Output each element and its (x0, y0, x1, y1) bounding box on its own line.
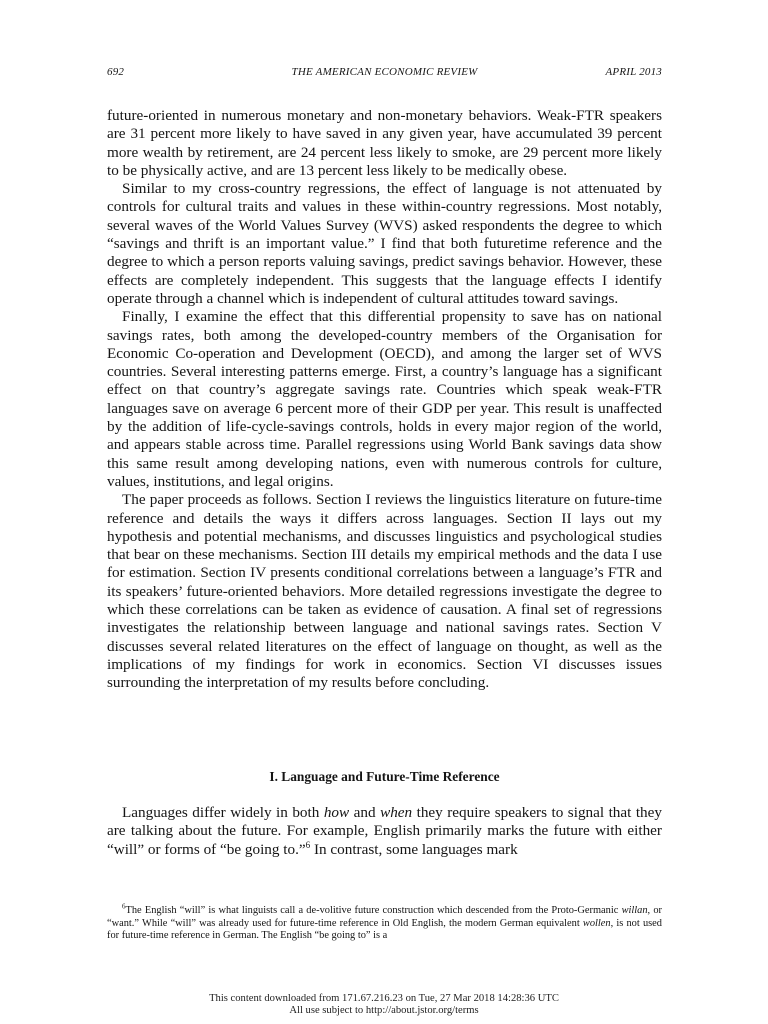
footnote-number: 6 (122, 902, 126, 911)
section-text-span: they require speakers to signal that they are talking about the future. For example, English primarily marks the future with either “will” or forms of “be going to.” (107, 804, 662, 858)
issue-date: APRIL 2013 (605, 66, 662, 78)
running-header (107, 66, 662, 82)
emphasis-wollen: wollen (582, 917, 611, 929)
footnote-text-span: The English “will” is what linguists call a de-volitive future construction which descended from the Proto-Germanic (125, 905, 622, 916)
paragraph-3: Finally, I examine the effect that this differential propensity to save has on national savings rates, both among the developed-country members of the Organisation for Economic Co-operation and Development (OECD), and among the larger set of WVS countries. Several interesting patterns emerge. First, a country’s language has a significant effect on that country’s aggregate savings rate. Countries which speak weak-FTR languages save on average 6 percent more of their GDP per year. This result is unaffected by the addition of life-cycle-savings controls, holds in every major region of the world, and appears stable across time. Parallel regressions using World Bank savings data show this same result among developing nations, even with numerous controls for culture, values, institutions, and legal origins. (107, 308, 662, 490)
emphasis-when: when (380, 804, 413, 821)
section-text-span: In contrast, some languages mark (310, 840, 518, 858)
footnote-text-span: , is not used for future-time reference in German. The English “be going to” is a (107, 917, 662, 942)
section-text-span: Languages differ widely in both (122, 804, 324, 821)
section-heading: I. Language and Future-Time Reference (269, 769, 500, 784)
paragraph-4: The paper proceeds as follows. Section I reviews the linguistics literature on future-time reference and details the ways it differs across languages. Section II lays out my hypothesis and potential mechanisms, and discusses linguistics and psychological studies that bear on these mechanisms. Section III details my empirical methods and the data I use for estimation. Section IV presents conditional correlations between a language’s FTR and its speakers’ future-oriented behaviors. More detailed regressions investigate the degree to which these correlations can be taken as evidence of causation. A final set of regressions investigates the relationship between language and national savings rates. Section V discusses several related literatures on the effect of language on thought, as well as the implications of my findings for work in economics. Section VI discusses issues surrounding the interpretation of my results before concluding. (107, 491, 662, 692)
download-notice-line: This content downloaded from 171.67.216.23 on Tue, 27 Mar 2018 14:28:36 UTC (209, 993, 559, 1004)
download-notice (0, 993, 768, 1016)
emphasis-how: how (323, 804, 350, 821)
page-number: 692 (107, 66, 125, 78)
section-paragraph-1 (107, 804, 662, 859)
terms-link[interactable]: All use subject to http://about.jstor.org/terms (289, 1004, 479, 1016)
body-text (107, 107, 662, 693)
footnote-text-span: , or “want.” While “will” was already used for future-time reference in Old English, the modern German equivalent (107, 905, 662, 929)
emphasis-willan: willan (621, 905, 648, 916)
paragraph-1: future-oriented in numerous monetary and non-monetary behaviors. Weak-FTR speakers are 31 percent more likely to have saved in any given year, have accumulated 39 percent more wealth by retirement, are 24 percent less likely to smoke, are 29 percent more likely to be physically active, and are 13 percent less likely to be medically obese. (107, 107, 662, 179)
footnote-reference[interactable]: 6 (305, 839, 311, 850)
footnote (107, 902, 662, 943)
footnote-6 (107, 902, 662, 943)
paragraph-2: Similar to my cross-country regressions, the effect of language is not attenuated by controls for cultural traits and values in these within-country regressions. Most notably, several waves of the World Values Survey (WVS) asked respondents the degree to which “savings and thrift is an important value.” I find that both futuretime reference and the degree to which a person reports valuing savings, predict savings behavior. However, these effects are completely independent. This suggests that the language effects I identify operate through a channel which is independent of cultural attitudes toward savings. (107, 180, 662, 307)
section-text (107, 804, 662, 859)
journal-title: THE AMERICAN ECONOMIC REVIEW (291, 66, 478, 78)
section-text-span: and (349, 804, 381, 821)
